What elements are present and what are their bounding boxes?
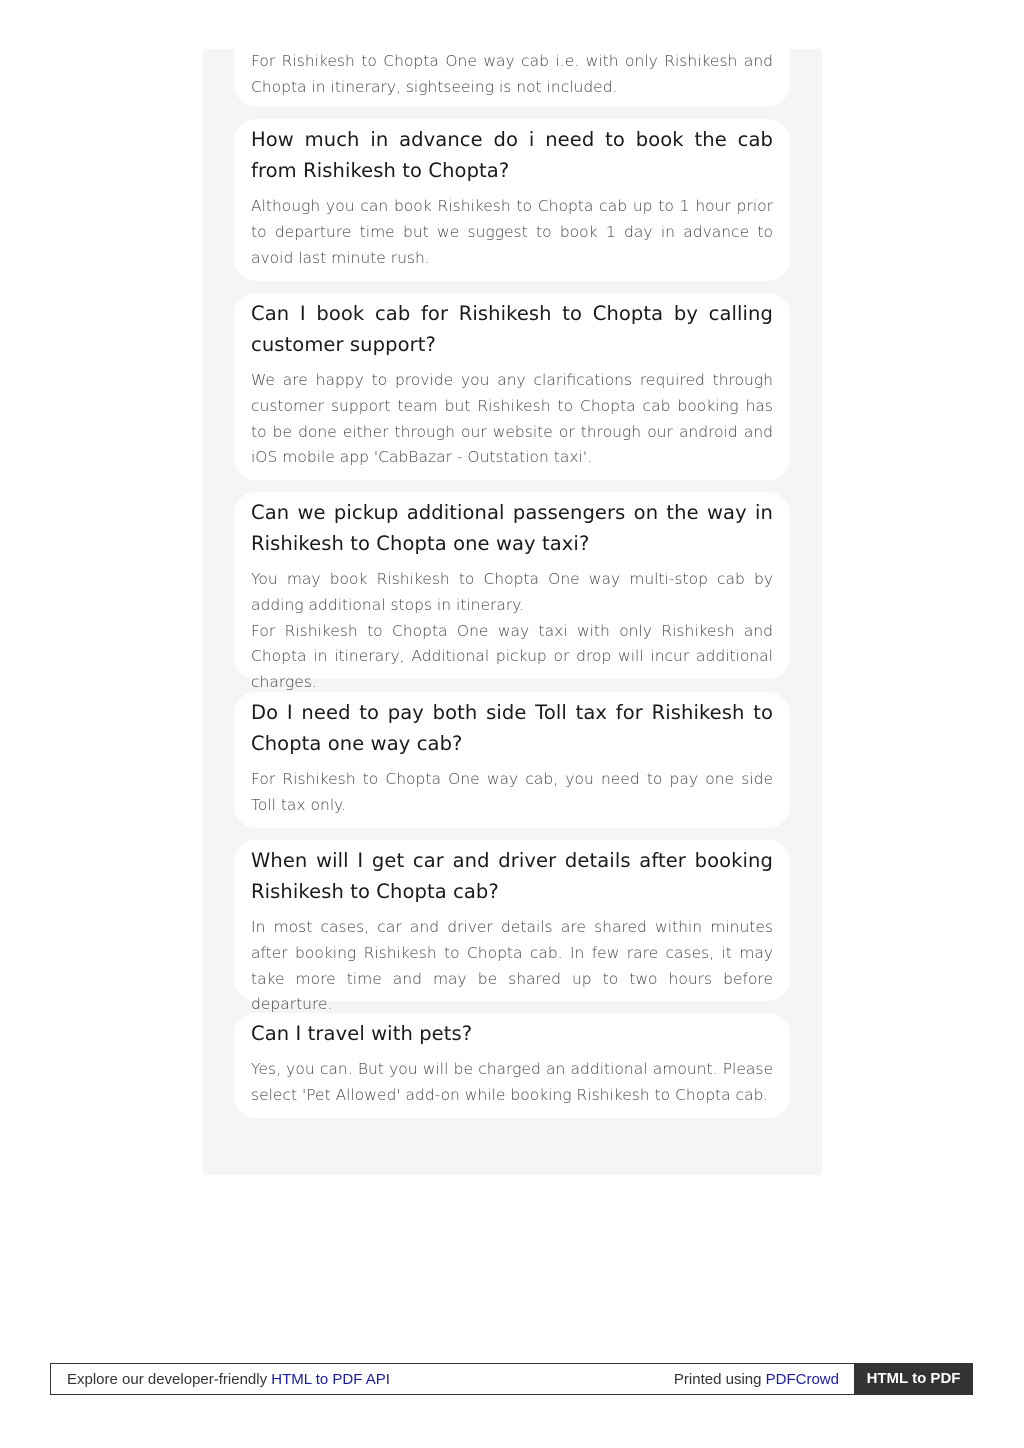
pdfcrowd-link[interactable]: PDFCrowd [765, 1371, 839, 1388]
faq-question: Do I need to pay both side Toll tax for Rishikesh to Chopta one way cab? [251, 701, 773, 755]
faq-item [234, 840, 790, 1014]
faq-answer: We are happy to provide you any clarifications required through customer support team but Rishikesh to Chopta cab booking has to be done either through our website or through our android and iOS mobile app 'CabBazar - Outstation taxi'. [251, 371, 773, 467]
faq-answer: Although you can book Rishikesh to Chopta cab up to 1 hour prior to departure time but we suggest to book 1 day in advance to avoid last minute rush. [251, 197, 773, 267]
html-to-pdf-api-link[interactable]: HTML to PDF API [271, 1371, 390, 1388]
footer-printed-text: Printed using [673, 1371, 766, 1388]
faq-item [234, 49, 790, 106]
faq-item [234, 293, 790, 480]
faq-item [234, 692, 790, 828]
footer-printed [674, 1371, 839, 1388]
faq-question: How much in advance do i need to book the cab from Rishikesh to Chopta? [251, 128, 773, 182]
faq-item [234, 119, 790, 281]
html-to-pdf-badge[interactable]: HTML to PDF [854, 1363, 973, 1395]
faq-question: Can I book cab for Rishikesh to Chopta by calling customer support? [251, 302, 773, 356]
faq-question: Can we pickup additional passengers on the way in Rishikesh to Chopta one way taxi? [251, 501, 773, 555]
faq-question: When will I get car and driver details after booking Rishikesh to Chopta cab? [251, 849, 773, 903]
footer-explore-text: Explore our developer-friendly [67, 1371, 272, 1388]
faq-answer: In most cases, car and driver details are shared within minutes after booking Rishikesh to Chopta cab. In few rare cases, it may take more time and may be shared up to two hours before departure. [251, 918, 773, 1014]
faq-answer: Yes, you can. But you will be charged an additional amount. Please select 'Pet Allowed' add-on while booking Rishikesh to Chopta cab. [251, 1060, 773, 1104]
footer-explore [67, 1371, 390, 1388]
faq-item [234, 1013, 790, 1118]
faq-answer: For Rishikesh to Chopta One way cab i.e. with only Rishikesh and Chopta in itinerary, sightseeing is not included. [251, 52, 773, 96]
faq-answer: You may book Rishikesh to Chopta One way multi-stop cab by adding additional stops in itinerary. [251, 570, 773, 614]
faq-answer: For Rishikesh to Chopta One way taxi with only Rishikesh and Chopta in itinerary, Additional pickup or drop will incur additional charges. [251, 621, 773, 692]
faq-item [234, 492, 790, 692]
pdf-footer-bar [50, 1363, 973, 1395]
faq-question: Can I travel with pets? [251, 1022, 473, 1045]
faq-answer: For Rishikesh to Chopta One way cab, you need to pay one side Toll tax only. [251, 770, 773, 814]
